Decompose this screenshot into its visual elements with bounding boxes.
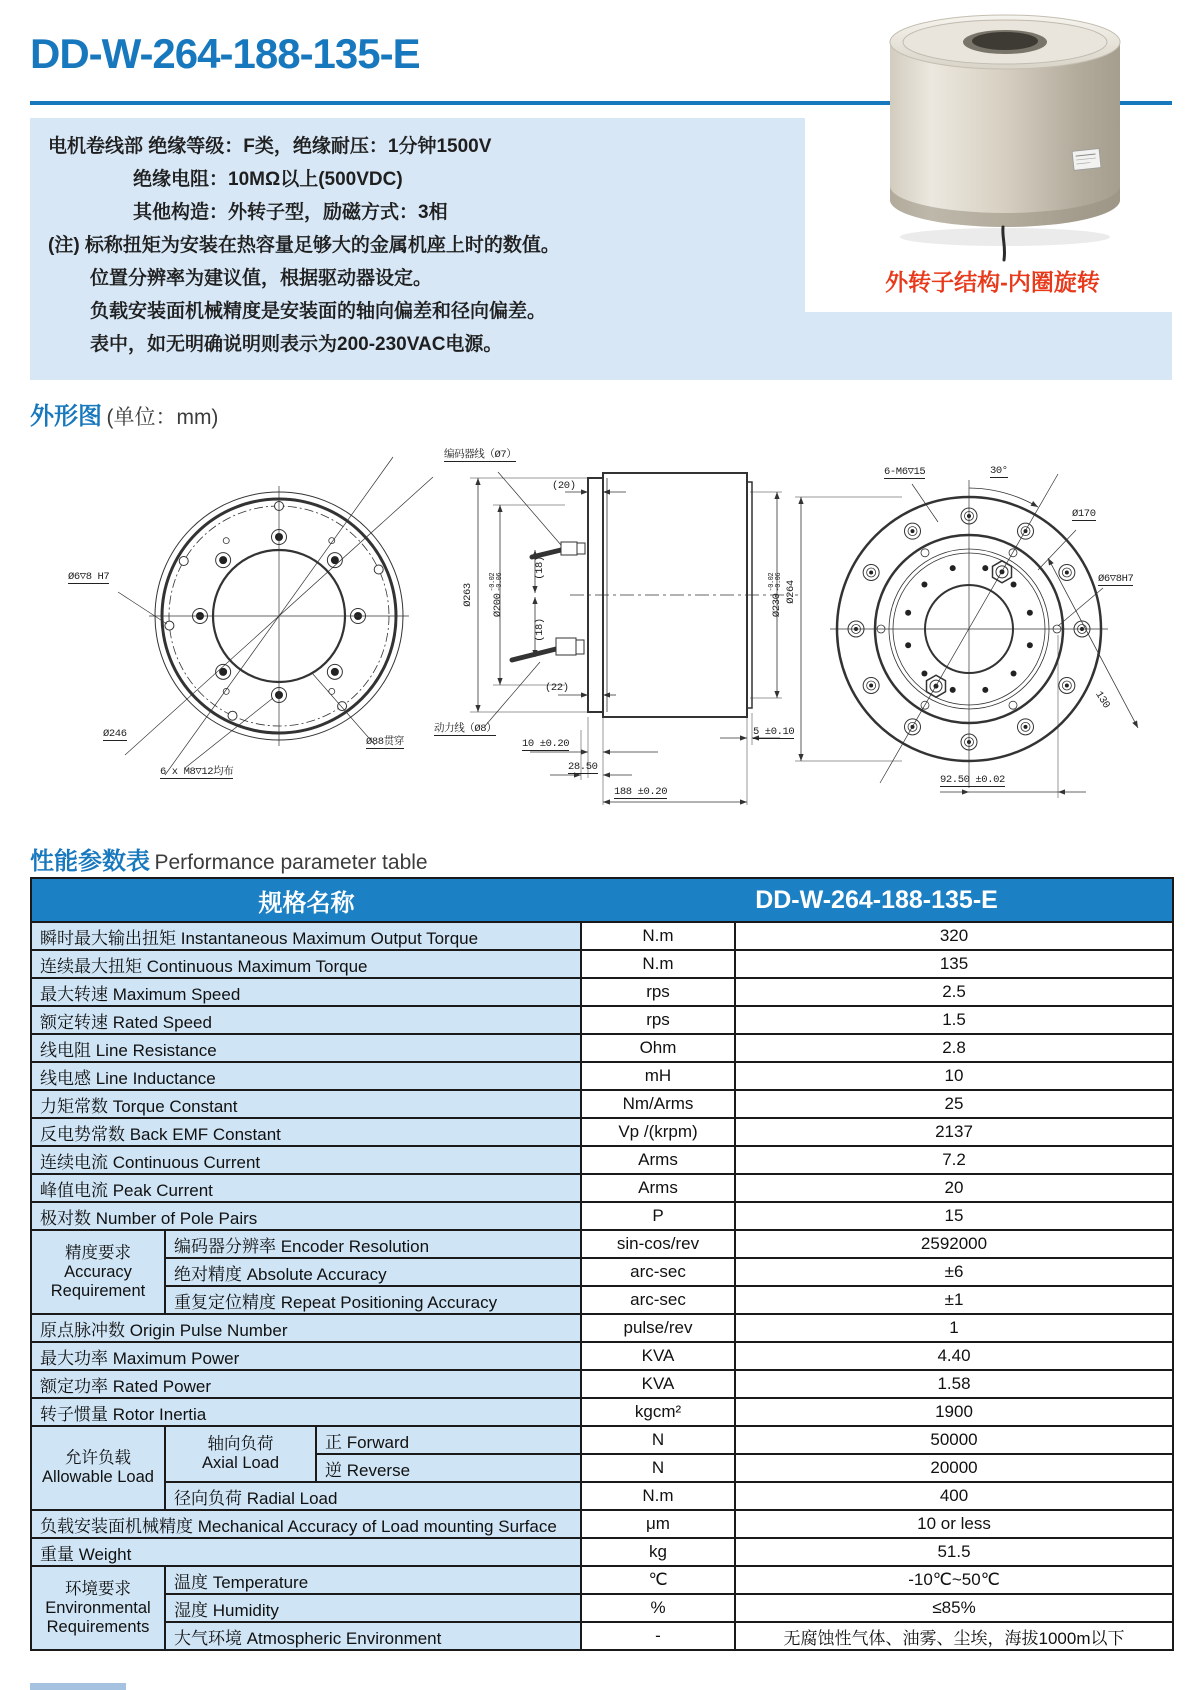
note-line: 电机卷线部 绝缘等级：F类，绝缘耐压：1分钟1500V [48,136,492,157]
param-value-cell: 1.58 [735,1370,1173,1398]
table-row [31,1202,1173,1230]
param-label-cell: 连续电流 Continuous Current [31,1146,581,1174]
d230-main: Ø230 [770,593,783,618]
param-unit-cell: Ohm [581,1034,735,1062]
table-row [31,1594,1173,1622]
param-value-cell: 无腐蚀性气体、油雾、尘埃，海拔1000m以下 [735,1622,1173,1650]
param-label-cell: 负载安装面机械精度 Mechanical Accuracy of Load mounting Surface [31,1510,581,1538]
dim-label-d170: Ø170 [1072,508,1096,520]
dim-label-d22: (22) [545,682,569,694]
outline-heading-zh: 外形图 [30,403,102,430]
param-value-cell: -10℃~50℃ [735,1566,1173,1594]
group-cell [31,1426,165,1510]
table-header-row [31,878,1173,922]
table-row [31,1006,1173,1034]
param-label-cell: 极对数 Number of Pole Pairs [31,1202,581,1230]
d230-tol-upper: -0.02 [768,572,776,592]
param-value-cell: 135 [735,950,1173,978]
d230-tol-lower: -0.06 [775,572,783,592]
param-value-cell: 50000 [735,1426,1173,1454]
performance-heading-en: Performance parameter table [154,851,428,874]
subgroup-cell [165,1426,316,1482]
param-label-cell: 原点脉冲数 Origin Pulse Number [31,1314,581,1342]
dim-label-d18a: (18) [534,556,546,580]
param-label-cell: 最大功率 Maximum Power [31,1342,581,1370]
param-label-cell: 线电阻 Line Resistance [31,1034,581,1062]
table-row [31,1258,1173,1286]
param-label-cell: 绝对精度 Absolute Accuracy [165,1258,581,1286]
param-label-cell: 正 Forward [316,1426,581,1454]
table-row [31,1622,1173,1650]
performance-parameter-table [30,877,1174,1651]
header-spec-name: 规格名称 [31,878,581,922]
param-label-cell: 逆 Reverse [316,1454,581,1482]
param-value-cell: ≤85% [735,1594,1173,1622]
param-value-cell: 25 [735,1090,1173,1118]
group-cell-en: Environmental Requirements [45,1598,151,1636]
dim-label-d6h7: Ø6▽8H7 [1098,573,1134,585]
param-value-cell: 20000 [735,1454,1173,1482]
param-unit-cell: Arms [581,1146,735,1174]
param-label-cell: 转子惯量 Rotor Inertia [31,1398,581,1426]
dim-label-d230 [769,573,783,617]
dim-label-d20: (20) [552,480,576,492]
outline-heading-unit: (单位：mm) [106,406,219,429]
performance-section-heading [30,841,428,876]
param-value-cell: 2.8 [735,1034,1173,1062]
table-row [31,1090,1173,1118]
table-row [31,978,1173,1006]
param-value-cell: 400 [735,1482,1173,1510]
dim-label-d130: 130 [1092,689,1112,711]
group-cell [31,1230,165,1314]
dim-label-d200 [490,573,504,617]
param-label-cell: 连续最大扭矩 Continuous Maximum Torque [31,950,581,978]
param-value-cell: ±1 [735,1286,1173,1314]
param-unit-cell: N.m [581,950,735,978]
param-unit-cell: Arms [581,1174,735,1202]
param-label-cell: 线电感 Line Inductance [31,1062,581,1090]
dim-label-front-bore: Ø88贯穿 [366,733,404,749]
dim-label-front-bolts: 6 x M8▽12均布 [160,763,233,779]
group-cell-en: Allowable Load [42,1468,154,1486]
subgroup-cell-en: Axial Load [201,1454,280,1472]
table-row [31,1426,1173,1454]
table-row [31,1370,1173,1398]
table-row [31,1118,1173,1146]
param-unit-cell: N [581,1454,735,1482]
note-line: 负载安装面机械精度是安装面的轴向偏差和径向偏差。 [90,301,547,322]
table-row [31,1286,1173,1314]
param-unit-cell: - [581,1622,735,1650]
param-value-cell: 10 [735,1062,1173,1090]
param-unit-cell: Vp /(krpm) [581,1118,735,1146]
param-value-cell: 1.5 [735,1006,1173,1034]
table-row [31,1062,1173,1090]
table-row [31,1482,1173,1510]
param-unit-cell: ℃ [581,1566,735,1594]
dim-label-power-cable: 动力线（Ø8） [434,720,496,736]
dim-label-d5: 5 ±0.10 [753,726,795,738]
table-row [31,1314,1173,1342]
table-row [31,1510,1173,1538]
param-label-cell: 大气环境 Atmospheric Environment [165,1622,581,1650]
param-unit-cell: μm [581,1510,735,1538]
note-line: 绝缘电阻：10MΩ以上(500VDC) [133,169,403,190]
dim-label-d18b: (18) [534,618,546,642]
param-unit-cell: sin-cos/rev [581,1230,735,1258]
param-value-cell: 15 [735,1202,1173,1230]
param-unit-cell: KVA [581,1342,735,1370]
param-unit-cell: mH [581,1062,735,1090]
dim-label-m6: 6-M6▽15 [884,466,926,478]
param-label-cell: 编码器分辨率 Encoder Resolution [165,1230,581,1258]
param-value-cell: 20 [735,1174,1173,1202]
table-row [31,1538,1173,1566]
param-label-cell: 最大转速 Maximum Speed [31,978,581,1006]
dim-label-front-bcd: Ø246 [103,728,127,740]
param-unit-cell: % [581,1594,735,1622]
page-bottom-stub [30,1683,126,1690]
dim-label-d263: Ø263 [462,583,474,607]
param-unit-cell: N.m [581,1482,735,1510]
param-unit-cell: KVA [581,1370,735,1398]
param-label-cell: 瞬时最大输出扭矩 Instantaneous Maximum Output Torque [31,922,581,950]
performance-heading-zh: 性能参数表 [30,848,150,875]
outline-section-heading [30,396,218,431]
dim-label-a30: 30° [990,465,1008,477]
table-row [31,950,1173,978]
param-value-cell: 2137 [735,1118,1173,1146]
param-value-cell: ±6 [735,1258,1173,1286]
param-unit-cell: kg [581,1538,735,1566]
table-row [31,1146,1173,1174]
param-value-cell: 1900 [735,1398,1173,1426]
dim-label-d2850: 28.50 [568,761,598,773]
param-value-cell: 320 [735,922,1173,950]
param-label-cell: 重复定位精度 Repeat Positioning Accuracy [165,1286,581,1314]
dim-label-front-hole: Ø6▽8 H7 [68,571,110,583]
table-row [31,1230,1173,1258]
d200-tol-upper: -0.02 [489,572,497,592]
header-model-name: DD-W-264-188-135-E [581,878,1173,922]
param-unit-cell: rps [581,1006,735,1034]
param-label-cell: 额定功率 Rated Power [31,1370,581,1398]
param-label-cell: 反电势常数 Back EMF Constant [31,1118,581,1146]
param-unit-cell: P [581,1202,735,1230]
param-value-cell: 1 [735,1314,1173,1342]
d200-main: Ø200 [491,593,504,618]
param-value-cell: 7.2 [735,1146,1173,1174]
group-cell-zh: 精度要求 [65,1243,131,1262]
product-caption: 外转子结构-内圈旋转 [885,269,1100,295]
param-unit-cell: rps [581,978,735,1006]
table-row [31,1566,1173,1594]
param-value-cell: 4.40 [735,1342,1173,1370]
dim-label-d264: Ø264 [785,580,797,604]
param-unit-cell: Nm/Arms [581,1090,735,1118]
group-cell-zh: 环境要求 [65,1579,131,1598]
param-label-cell: 径向负荷 Radial Load [165,1482,581,1510]
param-label-cell: 湿度 Humidity [165,1594,581,1622]
param-label-cell: 重量 Weight [31,1538,581,1566]
page-title: DD-W-264-188-135-E [30,30,420,77]
table-row [31,1174,1173,1202]
param-unit-cell: arc-sec [581,1286,735,1314]
table-row [31,1034,1173,1062]
dim-label-d188: 188 ±0.20 [614,786,668,798]
param-unit-cell: pulse/rev [581,1314,735,1342]
param-unit-cell: kgcm² [581,1398,735,1426]
param-label-cell: 力矩常数 Torque Constant [31,1090,581,1118]
group-cell [31,1566,165,1650]
param-value-cell: 10 or less [735,1510,1173,1538]
param-label-cell: 额定转速 Rated Speed [31,1006,581,1034]
d200-tolerance [490,573,504,592]
param-unit-cell: N.m [581,922,735,950]
note-line: 其他构造：外转子型，励磁方式：3相 [133,202,448,223]
param-unit-cell: N [581,1426,735,1454]
param-label-cell: 峰值电流 Peak Current [31,1174,581,1202]
d200-tol-lower: -0.06 [496,572,504,592]
param-value-cell: 2592000 [735,1230,1173,1258]
table-row [31,922,1173,950]
table-row [31,1342,1173,1370]
group-cell-zh: 允许负载 [65,1449,131,1467]
dim-label-d10: 10 ±0.20 [522,738,570,750]
subgroup-cell-zh: 轴向负荷 [207,1435,274,1453]
note-line: (注) 标称扭矩为安装在热容量足够大的金属机座上时的数值。 [48,235,560,256]
note-line: 表中，如无明确说明则表示为200-230VAC电源。 [90,334,503,355]
param-value-cell: 51.5 [735,1538,1173,1566]
note-line: 位置分辨率为建议值，根据驱动器设定。 [90,268,433,289]
param-value-cell: 2.5 [735,978,1173,1006]
param-unit-cell: arc-sec [581,1258,735,1286]
param-label-cell: 温度 Temperature [165,1566,581,1594]
dim-label-d925: 92.50 ±0.02 [940,774,1005,786]
d230-tolerance [769,573,783,592]
group-cell-en: Accuracy Requirement [50,1262,146,1300]
table-row [31,1398,1173,1426]
dim-label-encoder-cable: 编码器线（Ø7） [444,446,516,462]
